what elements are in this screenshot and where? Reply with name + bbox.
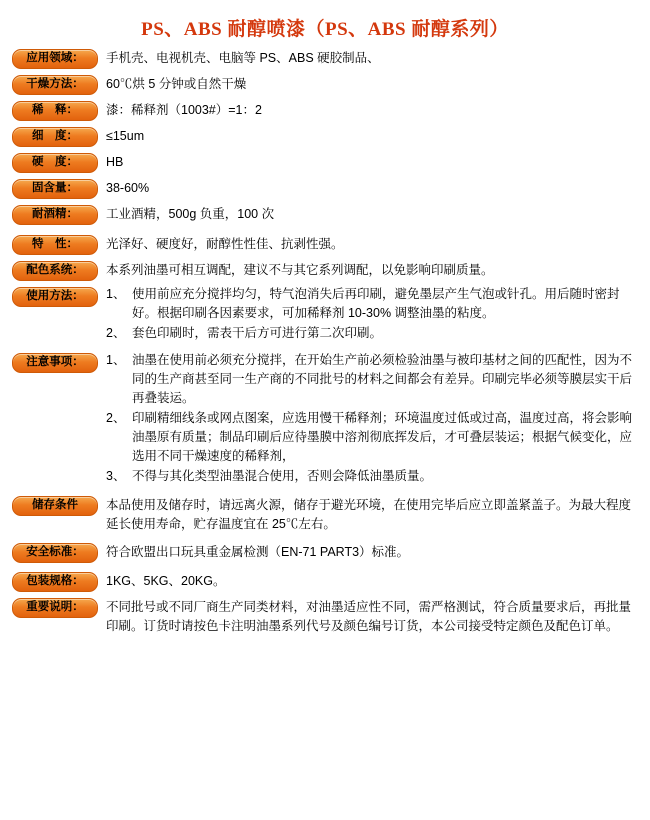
- spec-value-features: 光泽好、硬度好，耐醇性性佳、抗剥性强。: [106, 237, 344, 251]
- usage-item-number: 2、: [106, 326, 126, 340]
- spec-label-features: 特 性：: [12, 235, 98, 255]
- notes-item-number: 3、: [106, 469, 126, 483]
- usage-item-number: 1、: [106, 287, 126, 301]
- label-cell: [12, 151, 98, 173]
- usage-item-text: 套色印刷时，需表干后方可进行第二次印刷。: [132, 326, 383, 340]
- spec-value-hardness: HB: [106, 155, 124, 169]
- page-title: PS、ABS 耐醇喷漆（PS、ABS 耐醇系列）: [141, 19, 509, 40]
- list-item: [106, 351, 638, 408]
- spec-value-drying: 60℃烘 5 分钟或自然干燥: [106, 77, 247, 91]
- spec-rows: [0, 47, 650, 636]
- spec-value-packaging: 1KG、5KG、20KG。: [106, 574, 226, 588]
- usage-list: [106, 285, 638, 343]
- content-cell: [98, 99, 638, 120]
- spec-value-color-system: 本系列油墨可相互调配，建议不与其它系列调配，以免影响印刷质量。: [106, 263, 494, 277]
- label-cell: [12, 596, 98, 618]
- label-cell: [12, 285, 98, 307]
- spec-label-solid-content: 固含量：: [12, 179, 98, 199]
- label-cell: [12, 99, 98, 121]
- spec-value-solid-content: 38-60%: [106, 181, 150, 195]
- spec-row-alcohol-resistance: [12, 203, 638, 225]
- label-cell: [12, 125, 98, 147]
- notes-item-number: 2、: [106, 411, 126, 425]
- content-cell: [98, 47, 638, 68]
- spec-row-application: [12, 47, 638, 69]
- spec-label-application: 应用领域：: [12, 49, 98, 69]
- spec-value-fineness: ≤15um: [106, 129, 145, 143]
- content-cell: [98, 570, 638, 591]
- spec-value-safety: 符合欧盟出口玩具重金属检测（EN-71 PART3）标准。: [106, 545, 410, 559]
- notes-item-number: 1、: [106, 353, 126, 367]
- spec-value-dilution: 漆：稀释剂（1003#）=1：2: [106, 103, 262, 117]
- content-cell: [98, 233, 638, 254]
- content-cell: [98, 596, 638, 636]
- list-item: [106, 324, 638, 343]
- spec-row-safety: [12, 541, 638, 563]
- label-cell: [12, 351, 98, 373]
- label-cell: [12, 47, 98, 69]
- spec-row-notes: [12, 351, 638, 487]
- notes-item-text: 油墨在使用前必须充分搅拌，在开始生产前必须检验油墨与被印基材之间的匹配性，因为不同的生产商甚至同一生产商的不同批号的材料之间都会有差异。印刷完毕必须等膜层实干后再叠装运。: [132, 353, 633, 405]
- spec-label-important: 重要说明：: [12, 598, 98, 618]
- spec-value-application: 手机壳、电视机壳、电脑等 PS、ABS 硬胶制品、: [106, 51, 380, 65]
- list-item: [106, 285, 638, 323]
- content-cell: [98, 73, 638, 94]
- usage-item-text: 使用前应充分搅拌均匀，特气泡消失后再印刷，避免墨层产生气泡或针孔。用后随时密封好。根据印刷各因素要求，可加稀释剂 10-30% 调整油墨的粘度。: [132, 287, 620, 320]
- content-cell: [98, 351, 638, 487]
- content-cell: [98, 259, 638, 280]
- notes-item-text: 印刷精细线条或网点图案，应选用慢干稀释剂；环境温度过低或过高，温度过高，将会影响油墨原有质量；制品印刷后应待墨膜中溶剂彻底挥发后，才可叠层装运；根据气候变化，应选用不同干燥速度的稀释剂，: [132, 411, 633, 463]
- content-cell: [98, 541, 638, 562]
- spec-row-important: [12, 596, 638, 636]
- spec-value-storage: 本品使用及储存时，请远离火源，储存于避光环境，在使用完毕后应立即盖紧盖子。为最大程度延长使用寿命，贮存温度宜在 25℃左右。: [106, 498, 632, 531]
- spec-label-alcohol-resistance: 耐酒精：: [12, 205, 98, 225]
- content-cell: [98, 177, 638, 198]
- content-cell: [98, 125, 638, 146]
- label-cell: [12, 203, 98, 225]
- spec-label-fineness: 细 度：: [12, 127, 98, 147]
- spec-row-fineness: [12, 125, 638, 147]
- spec-value-alcohol-resistance: 工业酒精，500g 负重，100 次: [106, 207, 275, 221]
- content-cell: [98, 203, 638, 224]
- spec-row-dilution: [12, 99, 638, 121]
- notes-item-text: 不得与其化类型油墨混合使用，否则会降低油墨质量。: [132, 469, 433, 483]
- spec-row-color-system: [12, 259, 638, 281]
- spec-row-solid-content: [12, 177, 638, 199]
- spec-row-features: [12, 233, 638, 255]
- spec-row-hardness: [12, 151, 638, 173]
- spec-row-packaging: [12, 570, 638, 592]
- label-cell: [12, 233, 98, 255]
- spec-label-hardness: 硬 度：: [12, 153, 98, 173]
- label-cell: [12, 177, 98, 199]
- content-cell: [98, 285, 638, 344]
- content-cell: [98, 151, 638, 172]
- spec-label-notes: 注意事项：: [12, 353, 98, 373]
- spec-label-safety: 安全标准：: [12, 543, 98, 563]
- spec-label-color-system: 配色系统：: [12, 261, 98, 281]
- notes-list: [106, 351, 638, 486]
- content-cell: [98, 494, 638, 534]
- label-cell: [12, 73, 98, 95]
- label-cell: [12, 494, 98, 516]
- label-cell: [12, 541, 98, 563]
- label-cell: [12, 570, 98, 592]
- spec-label-packaging: 包装规格：: [12, 572, 98, 592]
- spec-label-dilution: 稀 释：: [12, 101, 98, 121]
- label-cell: [12, 259, 98, 281]
- list-item: [106, 409, 638, 466]
- spec-value-important: 不同批号或不同厂商生产同类材料，对油墨适应性不同，需严格测试，符合质量要求后，再批量印刷。订货时请按色卡注明油墨系列代号及颜色编号订货，本公司接受特定颜色及配色订单。: [106, 600, 632, 633]
- spec-row-usage: [12, 285, 638, 344]
- spec-label-usage: 使用方法：: [12, 287, 98, 307]
- spec-label-drying: 干燥方法：: [12, 75, 98, 95]
- spec-label-storage: 储存条件: [12, 496, 98, 516]
- list-item: [106, 467, 638, 486]
- spec-row-drying: [12, 73, 638, 95]
- spec-row-storage: [12, 494, 638, 534]
